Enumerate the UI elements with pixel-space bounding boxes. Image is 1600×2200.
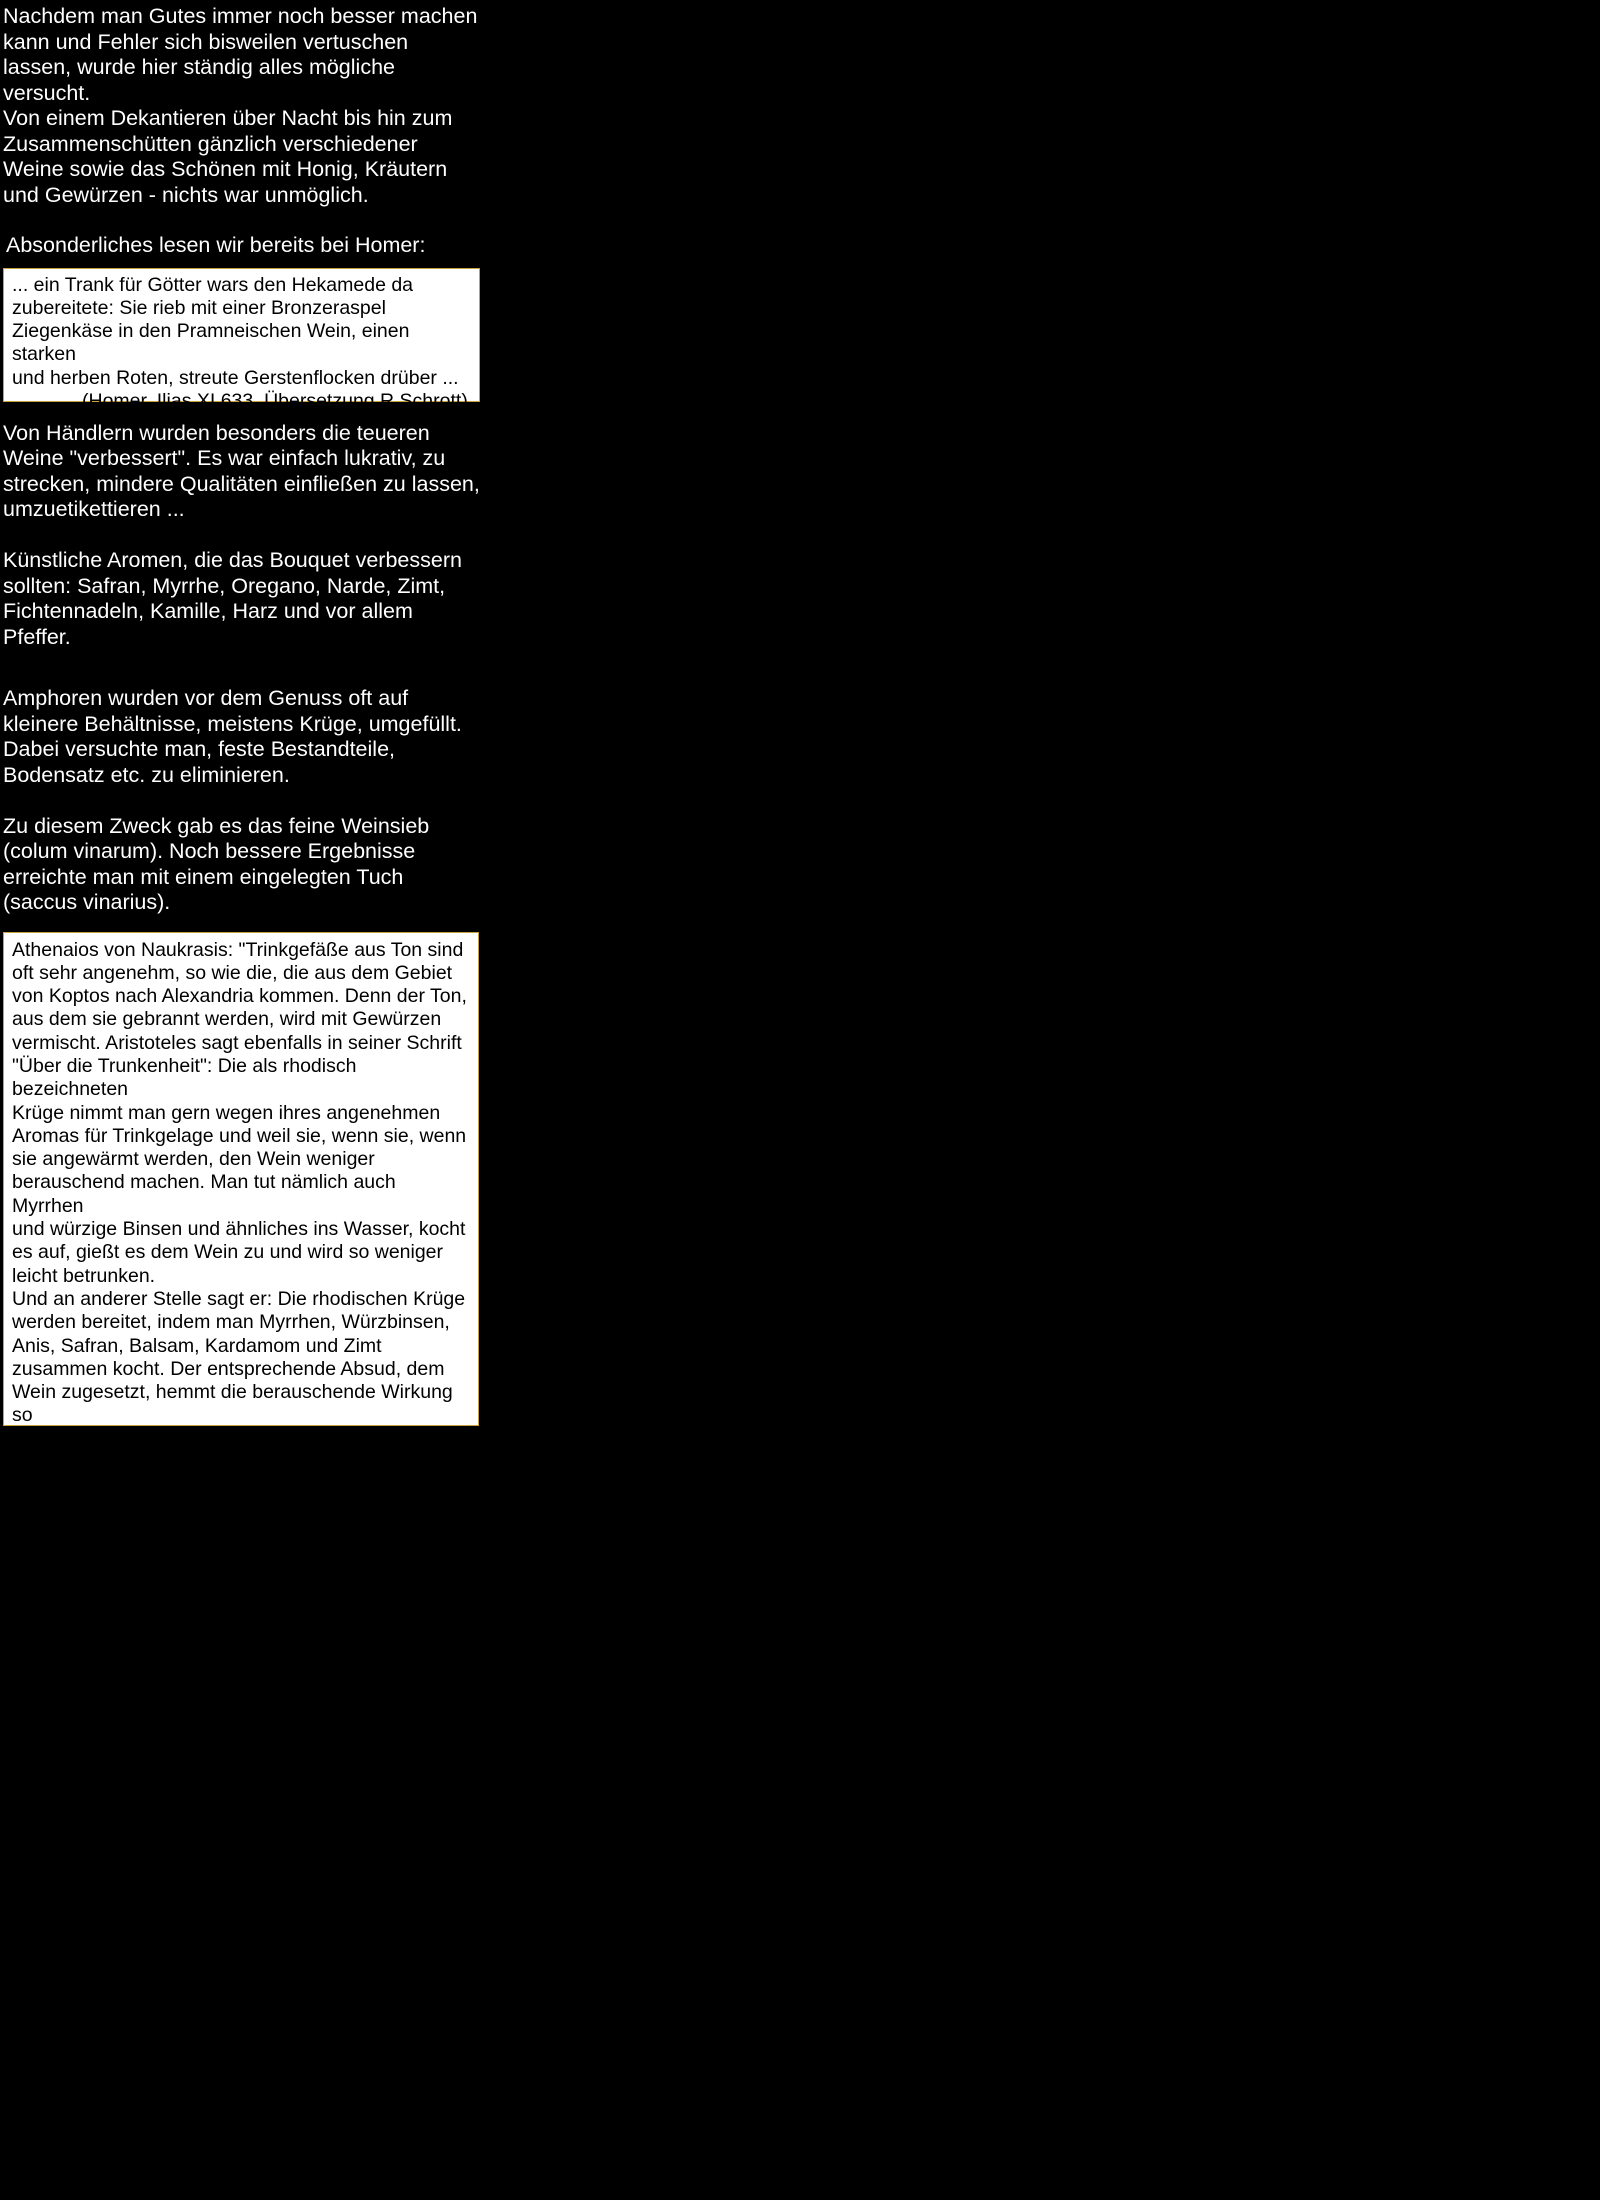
aromas-paragraph: Künstliche Aromen, die das Bouquet verbessern sollten: Safran, Myrrhe, Oregano, Narde, Zimt, Fichtennadeln, Kamille, Harz und vor allem Pfeffer. (3, 548, 462, 649)
athenaios-quote-text: Athenaios von Naukrasis: "Trinkgefäße aus Ton sind oft sehr angenehm, so wie die, die aus dem Gebiet von Koptos nach Alexandria kommen. Denn der Ton, aus dem sie gebrannt werden, wird mit Gewürzen vermischt. Aristoteles sagt ebenfalls in seiner Schrift "Über die Trunkenheit": Die als rhodisch bezeichneten Krüge nimmt man gern wegen ihres angenehmen Aromas für Trinkgelage und weil sie, wenn sie, wenn sie angewärmt werden, den Wein weniger berauschend machen. Man tut nämlich auch Myrrhen und würzige Binsen und ähnliches ins Wasser, kocht es auf, gießt es dem Wein zu und wird so weniger leicht betrunken. Und an anderer Stelle sagt er: Die rhodischen Krüge werden bereitet, indem man Myrrhen, Würzbinsen, Anis, Safran, Balsam, Kardamom und Zimt zusammen kocht. Der entsprechende Absud, dem Wein zugesetzt, hemmt die berauschende Wirkung so stark, dass er sogar die sexuelle Begierde vertreibt, indem er die Körpersäfte besänftigt. (12, 938, 467, 1474)
amphoras-paragraph: Amphoren wurden vor dem Genuss oft auf kleinere Behältnisse, meistens Krüge, umgefüllt. Dabei versuchte man, feste Bestandteile, Bodensatz etc. zu eliminieren. (3, 686, 462, 787)
traders-paragraph: Von Händlern wurden besonders die teueren Weine "verbessert". Es war einfach lukrativ, zu strecken, mindere Qualitäten einfließen zu lassen, umzuetikettieren ... (3, 420, 480, 521)
homer-quote-box (3, 268, 480, 412)
athenaios-quote-box (3, 932, 479, 1474)
content-column (3, 4, 481, 1474)
homer-quote-source: (Homer, Ilias XI 633, Übersetzung R.Schrott) (82, 389, 468, 412)
homer-quote-text: ... ein Trank für Götter wars den Hekamede da zubereitete: Sie rieb mit einer Bronzeraspel Ziegenkäse in den Pramneischen Wein, einen starken und herben Roten, streute Gerstenflocken drüber ... (12, 273, 459, 389)
sieve-paragraph: Zu diesem Zweck gab es das feine Weinsieb (colum vinarum). Noch bessere Ergebnisse erreichte man mit einem eingelegten Tuch (saccus vinarius). (3, 813, 430, 914)
homer-intro: Absonderliches lesen wir bereits bei Homer: (6, 233, 426, 257)
intro-paragraph: Nachdem man Gutes immer noch besser machen kann und Fehler sich bisweilen vertuschen lassen, wurde hier ständig alles mögliche versucht. Von einem Dekantieren über Nacht bis hin zum Zusammenschütten gänzlich verschiedener Weine sowie das Schönen mit Honig, Kräutern und Gewürzen - nichts war unmöglich. (3, 4, 478, 207)
